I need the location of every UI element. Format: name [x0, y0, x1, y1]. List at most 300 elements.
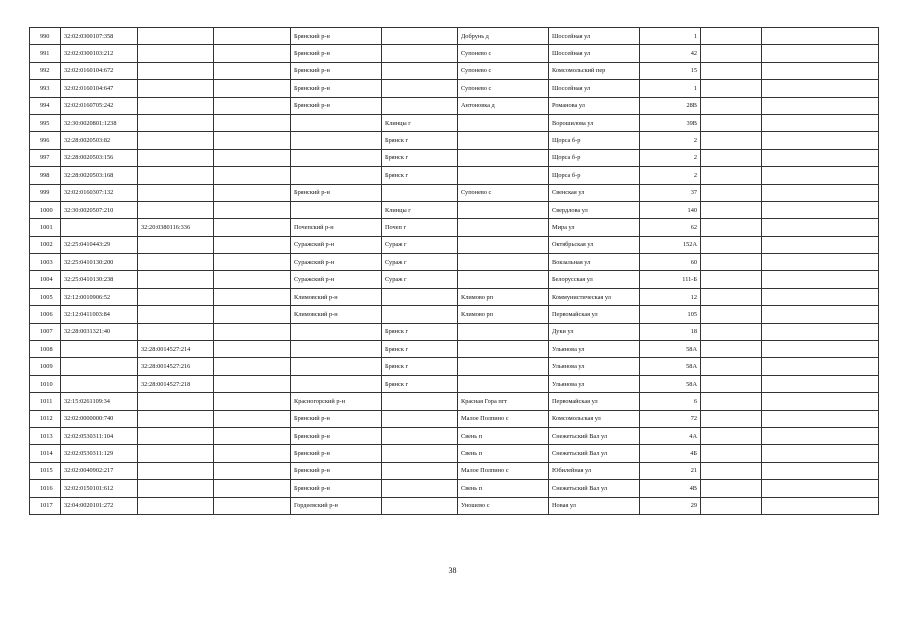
cell-settlement: Свень п: [458, 427, 549, 444]
cell-district: Брянский р-н: [291, 62, 382, 79]
cell-street: Снежетьский Вал ул: [549, 480, 640, 497]
cell-row-number: 995: [30, 114, 61, 131]
cell-extra-2: [762, 393, 879, 410]
table-row: [30, 254, 879, 271]
cell-extra-cadastral-number: [214, 480, 291, 497]
cell-house-number: 140: [640, 201, 701, 218]
cell-cadastral-number: 32:28:0020503:82: [61, 132, 138, 149]
cell-extra-2: [762, 497, 879, 514]
cell-house-number: 58А: [640, 341, 701, 358]
cell-street: Юбилейная ул: [549, 462, 640, 479]
cell-settlement: [458, 375, 549, 392]
cell-extra-cadastral-number: [214, 358, 291, 375]
cell-district: [291, 201, 382, 218]
cell-extra-1: [701, 114, 762, 131]
cell-cadastral-number: [61, 341, 138, 358]
cell-building-cadastral-number: [138, 445, 214, 462]
cell-street: Первомайская ул: [549, 393, 640, 410]
cell-extra-2: [762, 167, 879, 184]
cell-house-number: 4В: [640, 480, 701, 497]
cell-city: [382, 288, 458, 305]
cell-city: Брянск г: [382, 375, 458, 392]
cell-extra-cadastral-number: [214, 149, 291, 166]
cell-extra-1: [701, 167, 762, 184]
cell-row-number: 997: [30, 149, 61, 166]
cell-street: Щорса б-р: [549, 132, 640, 149]
cell-city: [382, 45, 458, 62]
cell-city: [382, 462, 458, 479]
cell-settlement: Свень п: [458, 480, 549, 497]
cell-district: Гордеевский р-н: [291, 497, 382, 514]
cell-district: Брянский р-н: [291, 410, 382, 427]
cell-row-number: 1003: [30, 254, 61, 271]
cell-city: [382, 445, 458, 462]
cell-extra-1: [701, 375, 762, 392]
cell-extra-2: [762, 341, 879, 358]
cell-row-number: 992: [30, 62, 61, 79]
cell-street: Ульянова ул: [549, 341, 640, 358]
cell-street: Снежетьский Вал ул: [549, 427, 640, 444]
cell-street: Шоссейная ул: [549, 28, 640, 45]
cell-settlement: Свень п: [458, 445, 549, 462]
cell-settlement: [458, 219, 549, 236]
cell-cadastral-number: 32:02:0160104:647: [61, 80, 138, 97]
cell-extra-cadastral-number: [214, 254, 291, 271]
cell-street: Комсомольский пер: [549, 62, 640, 79]
cell-building-cadastral-number: [138, 236, 214, 253]
cell-extra-1: [701, 393, 762, 410]
cell-building-cadastral-number: [138, 427, 214, 444]
cell-city: Брянск г: [382, 358, 458, 375]
cell-extra-1: [701, 323, 762, 340]
cell-cadastral-number: [61, 358, 138, 375]
cell-extra-cadastral-number: [214, 375, 291, 392]
cell-street: Новая ул: [549, 497, 640, 514]
cell-extra-2: [762, 236, 879, 253]
cell-district: Брянский р-н: [291, 184, 382, 201]
table-row: [30, 184, 879, 201]
cell-settlement: Климово рп: [458, 306, 549, 323]
table-row: [30, 114, 879, 131]
table-row: [30, 62, 879, 79]
table-row: [30, 28, 879, 45]
cell-cadastral-number: 32:30:0020801:1238: [61, 114, 138, 131]
cell-district: Брянский р-н: [291, 45, 382, 62]
cell-district: [291, 341, 382, 358]
cell-extra-cadastral-number: [214, 288, 291, 305]
cell-building-cadastral-number: [138, 45, 214, 62]
cell-extra-1: [701, 28, 762, 45]
page-number: 38: [448, 566, 457, 575]
cell-street: Октябрьская ул: [549, 236, 640, 253]
cell-settlement: [458, 132, 549, 149]
cell-settlement: Антоновка д: [458, 97, 549, 114]
table-row: [30, 271, 879, 288]
cell-building-cadastral-number: [138, 254, 214, 271]
table-row: [30, 45, 879, 62]
cell-building-cadastral-number: [138, 497, 214, 514]
cell-building-cadastral-number: 32:28:0014527:218: [138, 375, 214, 392]
cell-settlement: [458, 323, 549, 340]
cell-extra-cadastral-number: [214, 323, 291, 340]
cell-settlement: Супонево с: [458, 80, 549, 97]
cell-row-number: 1015: [30, 462, 61, 479]
cell-district: Красногорский р-н: [291, 393, 382, 410]
cell-extra-1: [701, 254, 762, 271]
cell-street: Шоссейная ул: [549, 45, 640, 62]
cell-extra-2: [762, 97, 879, 114]
cell-building-cadastral-number: [138, 323, 214, 340]
cell-house-number: 111-Б: [640, 271, 701, 288]
cell-settlement: Малое Полпино с: [458, 410, 549, 427]
cell-cadastral-number: 32:02:0000000:740: [61, 410, 138, 427]
cell-building-cadastral-number: [138, 62, 214, 79]
cell-extra-cadastral-number: [214, 45, 291, 62]
cell-city: Сураж г: [382, 236, 458, 253]
cell-house-number: 58А: [640, 358, 701, 375]
cell-extra-2: [762, 114, 879, 131]
cell-settlement: [458, 201, 549, 218]
cell-extra-cadastral-number: [214, 132, 291, 149]
cell-cadastral-number: 32:28:0031321:40: [61, 323, 138, 340]
cell-street: Дуки ул: [549, 323, 640, 340]
cell-extra-1: [701, 445, 762, 462]
cell-street: Комсомольская ул: [549, 410, 640, 427]
table-row: [30, 288, 879, 305]
cell-extra-cadastral-number: [214, 167, 291, 184]
cell-cadastral-number: 32:02:0530311:104: [61, 427, 138, 444]
cell-cadastral-number: 32:02:0160307:132: [61, 184, 138, 201]
table-row: [30, 97, 879, 114]
registry-table: [29, 27, 879, 515]
cell-house-number: 4А: [640, 427, 701, 444]
cell-extra-2: [762, 201, 879, 218]
cell-house-number: 21: [640, 462, 701, 479]
table-row: [30, 236, 879, 253]
cell-row-number: 1013: [30, 427, 61, 444]
cell-extra-cadastral-number: [214, 306, 291, 323]
cell-district: [291, 358, 382, 375]
cell-house-number: 39В: [640, 114, 701, 131]
cell-street: Ульянова ул: [549, 358, 640, 375]
cell-row-number: 996: [30, 132, 61, 149]
cell-extra-cadastral-number: [214, 393, 291, 410]
cell-district: Почепский р-н: [291, 219, 382, 236]
cell-district: Брянский р-н: [291, 28, 382, 45]
cell-district: Брянский р-н: [291, 427, 382, 444]
cell-cadastral-number: 32:30:0020507:210: [61, 201, 138, 218]
cell-city: [382, 480, 458, 497]
cell-settlement: Супонево с: [458, 45, 549, 62]
cell-extra-cadastral-number: [214, 341, 291, 358]
cell-street: Снежетьский Вал ул: [549, 445, 640, 462]
cell-settlement: Уношево с: [458, 497, 549, 514]
cell-extra-2: [762, 149, 879, 166]
cell-extra-1: [701, 184, 762, 201]
cell-row-number: 1001: [30, 219, 61, 236]
table-row: [30, 358, 879, 375]
cell-extra-2: [762, 410, 879, 427]
cell-house-number: 2: [640, 167, 701, 184]
cell-building-cadastral-number: [138, 184, 214, 201]
cell-city: [382, 497, 458, 514]
cell-extra-cadastral-number: [214, 97, 291, 114]
cell-extra-cadastral-number: [214, 219, 291, 236]
cell-street: Мира ул: [549, 219, 640, 236]
cell-extra-2: [762, 462, 879, 479]
cell-extra-2: [762, 358, 879, 375]
cell-extra-cadastral-number: [214, 236, 291, 253]
cell-row-number: 1012: [30, 410, 61, 427]
table-row: [30, 80, 879, 97]
cell-house-number: 58А: [640, 375, 701, 392]
cell-row-number: 993: [30, 80, 61, 97]
cell-row-number: 1017: [30, 497, 61, 514]
cell-district: Суражский р-н: [291, 236, 382, 253]
cell-row-number: 1007: [30, 323, 61, 340]
cell-cadastral-number: 32:15:0261109:34: [61, 393, 138, 410]
cell-district: Брянский р-н: [291, 97, 382, 114]
cell-city: Брянск г: [382, 132, 458, 149]
cell-row-number: 1000: [30, 201, 61, 218]
cell-row-number: 1006: [30, 306, 61, 323]
cell-settlement: Добрунь д: [458, 28, 549, 45]
cell-extra-1: [701, 236, 762, 253]
cell-row-number: 1005: [30, 288, 61, 305]
table-row: [30, 427, 879, 444]
cell-city: [382, 393, 458, 410]
cell-cadastral-number: [61, 219, 138, 236]
cell-extra-1: [701, 271, 762, 288]
cell-street: Ульянова ул: [549, 375, 640, 392]
cell-street: Щорса б-р: [549, 149, 640, 166]
cell-row-number: 1014: [30, 445, 61, 462]
cell-extra-1: [701, 80, 762, 97]
cell-extra-cadastral-number: [214, 80, 291, 97]
cell-cadastral-number: 32:25:0410130:200: [61, 254, 138, 271]
cell-street: Коммунистическая ул: [549, 288, 640, 305]
cell-extra-2: [762, 480, 879, 497]
table-row: [30, 132, 879, 149]
cell-city: [382, 427, 458, 444]
cell-extra-2: [762, 219, 879, 236]
cell-city: [382, 62, 458, 79]
cell-extra-cadastral-number: [214, 462, 291, 479]
cell-settlement: Супонево с: [458, 62, 549, 79]
cell-house-number: 105: [640, 306, 701, 323]
cell-house-number: 12: [640, 288, 701, 305]
table-row: [30, 167, 879, 184]
cell-district: Климовский р-н: [291, 288, 382, 305]
cell-extra-1: [701, 45, 762, 62]
cell-cadastral-number: 32:04:0020101:272: [61, 497, 138, 514]
cell-building-cadastral-number: [138, 167, 214, 184]
cell-house-number: 42: [640, 45, 701, 62]
cell-cadastral-number: 32:02:0150101:612: [61, 480, 138, 497]
cell-house-number: 6: [640, 393, 701, 410]
cell-extra-cadastral-number: [214, 62, 291, 79]
cell-house-number: 37: [640, 184, 701, 201]
cell-extra-1: [701, 480, 762, 497]
cell-extra-1: [701, 358, 762, 375]
cell-settlement: [458, 341, 549, 358]
cell-city: Сураж г: [382, 254, 458, 271]
cell-settlement: [458, 271, 549, 288]
cell-city: [382, 80, 458, 97]
cell-settlement: [458, 167, 549, 184]
cell-house-number: 28В: [640, 97, 701, 114]
table-row: [30, 375, 879, 392]
cell-extra-2: [762, 28, 879, 45]
cell-street: Вокзальная ул: [549, 254, 640, 271]
cell-settlement: Красная Гора пгт: [458, 393, 549, 410]
cell-house-number: 29: [640, 497, 701, 514]
cell-cadastral-number: 32:25:0410130:238: [61, 271, 138, 288]
cell-extra-2: [762, 254, 879, 271]
cell-house-number: 15: [640, 62, 701, 79]
cell-extra-1: [701, 288, 762, 305]
cell-house-number: 2: [640, 132, 701, 149]
cell-row-number: 1016: [30, 480, 61, 497]
cell-extra-1: [701, 132, 762, 149]
cell-house-number: 4Б: [640, 445, 701, 462]
cell-cadastral-number: 32:28:0020503:168: [61, 167, 138, 184]
cell-district: Брянский р-н: [291, 445, 382, 462]
cell-settlement: Малое Полпино с: [458, 462, 549, 479]
cell-district: [291, 114, 382, 131]
cell-cadastral-number: 32:28:0020503:156: [61, 149, 138, 166]
cell-settlement: Климово рп: [458, 288, 549, 305]
cell-district: Климовский р-н: [291, 306, 382, 323]
table-row: [30, 219, 879, 236]
cell-row-number: 1010: [30, 375, 61, 392]
cell-extra-1: [701, 462, 762, 479]
cell-extra-2: [762, 445, 879, 462]
table-row: [30, 480, 879, 497]
cell-settlement: [458, 114, 549, 131]
cell-house-number: 62: [640, 219, 701, 236]
cell-extra-cadastral-number: [214, 410, 291, 427]
cell-district: [291, 375, 382, 392]
cell-extra-cadastral-number: [214, 271, 291, 288]
cell-district: Суражский р-н: [291, 254, 382, 271]
cell-extra-cadastral-number: [214, 445, 291, 462]
cell-extra-1: [701, 306, 762, 323]
cell-row-number: 1008: [30, 341, 61, 358]
cell-extra-1: [701, 497, 762, 514]
table-row: [30, 341, 879, 358]
cell-city: [382, 28, 458, 45]
cell-extra-1: [701, 149, 762, 166]
cell-building-cadastral-number: [138, 462, 214, 479]
cell-city: Брянск г: [382, 341, 458, 358]
cell-street: Ворошилова ул: [549, 114, 640, 131]
cell-city: Клинцы г: [382, 114, 458, 131]
cell-street: Свенская ул: [549, 184, 640, 201]
cell-district: Брянский р-н: [291, 462, 382, 479]
cell-house-number: 60: [640, 254, 701, 271]
cell-extra-2: [762, 45, 879, 62]
cell-extra-cadastral-number: [214, 427, 291, 444]
table-row: [30, 201, 879, 218]
cell-extra-1: [701, 62, 762, 79]
cell-cadastral-number: 32:02:0160104:672: [61, 62, 138, 79]
table-row: [30, 323, 879, 340]
table-row: [30, 393, 879, 410]
cell-building-cadastral-number: [138, 480, 214, 497]
cell-building-cadastral-number: [138, 114, 214, 131]
cell-building-cadastral-number: 32:20:0380116:336: [138, 219, 214, 236]
cell-cadastral-number: [61, 375, 138, 392]
cell-street: Щорса б-р: [549, 167, 640, 184]
cell-cadastral-number: 32:02:0040902:217: [61, 462, 138, 479]
cell-extra-cadastral-number: [214, 201, 291, 218]
cell-row-number: 998: [30, 167, 61, 184]
cell-cadastral-number: 32:02:0300103:212: [61, 45, 138, 62]
cell-building-cadastral-number: [138, 410, 214, 427]
cell-settlement: [458, 236, 549, 253]
cell-district: Суражский р-н: [291, 271, 382, 288]
cell-building-cadastral-number: 32:28:0014527:214: [138, 341, 214, 358]
cell-building-cadastral-number: [138, 80, 214, 97]
cell-settlement: [458, 358, 549, 375]
table-row: [30, 306, 879, 323]
cell-building-cadastral-number: [138, 288, 214, 305]
cell-district: [291, 132, 382, 149]
cell-city: [382, 184, 458, 201]
cell-extra-cadastral-number: [214, 497, 291, 514]
cell-house-number: 72: [640, 410, 701, 427]
cell-cadastral-number: 32:02:0160705:242: [61, 97, 138, 114]
cell-row-number: 1009: [30, 358, 61, 375]
cell-city: Клинцы г: [382, 201, 458, 218]
cell-city: Сураж г: [382, 271, 458, 288]
cell-extra-1: [701, 427, 762, 444]
cell-row-number: 990: [30, 28, 61, 45]
cell-extra-cadastral-number: [214, 28, 291, 45]
table-row: [30, 497, 879, 514]
cell-house-number: 152А: [640, 236, 701, 253]
cell-extra-2: [762, 62, 879, 79]
cell-extra-1: [701, 97, 762, 114]
cell-extra-2: [762, 306, 879, 323]
cell-building-cadastral-number: [138, 306, 214, 323]
cell-extra-2: [762, 184, 879, 201]
cell-building-cadastral-number: [138, 132, 214, 149]
cell-district: Брянский р-н: [291, 80, 382, 97]
cell-cadastral-number: 32:02:0530311:129: [61, 445, 138, 462]
cell-settlement: [458, 149, 549, 166]
cell-building-cadastral-number: [138, 28, 214, 45]
cell-row-number: 991: [30, 45, 61, 62]
cell-extra-1: [701, 410, 762, 427]
cell-extra-cadastral-number: [214, 184, 291, 201]
cell-building-cadastral-number: [138, 201, 214, 218]
cell-extra-1: [701, 201, 762, 218]
cell-building-cadastral-number: [138, 149, 214, 166]
cell-extra-2: [762, 288, 879, 305]
cell-row-number: 1004: [30, 271, 61, 288]
cell-city: Брянск г: [382, 167, 458, 184]
cell-street: Шоссейная ул: [549, 80, 640, 97]
cell-city: Почеп г: [382, 219, 458, 236]
cell-extra-2: [762, 427, 879, 444]
cell-row-number: 1011: [30, 393, 61, 410]
cell-street: Романова ул: [549, 97, 640, 114]
cell-city: [382, 97, 458, 114]
cell-extra-1: [701, 219, 762, 236]
cell-house-number: 1: [640, 80, 701, 97]
